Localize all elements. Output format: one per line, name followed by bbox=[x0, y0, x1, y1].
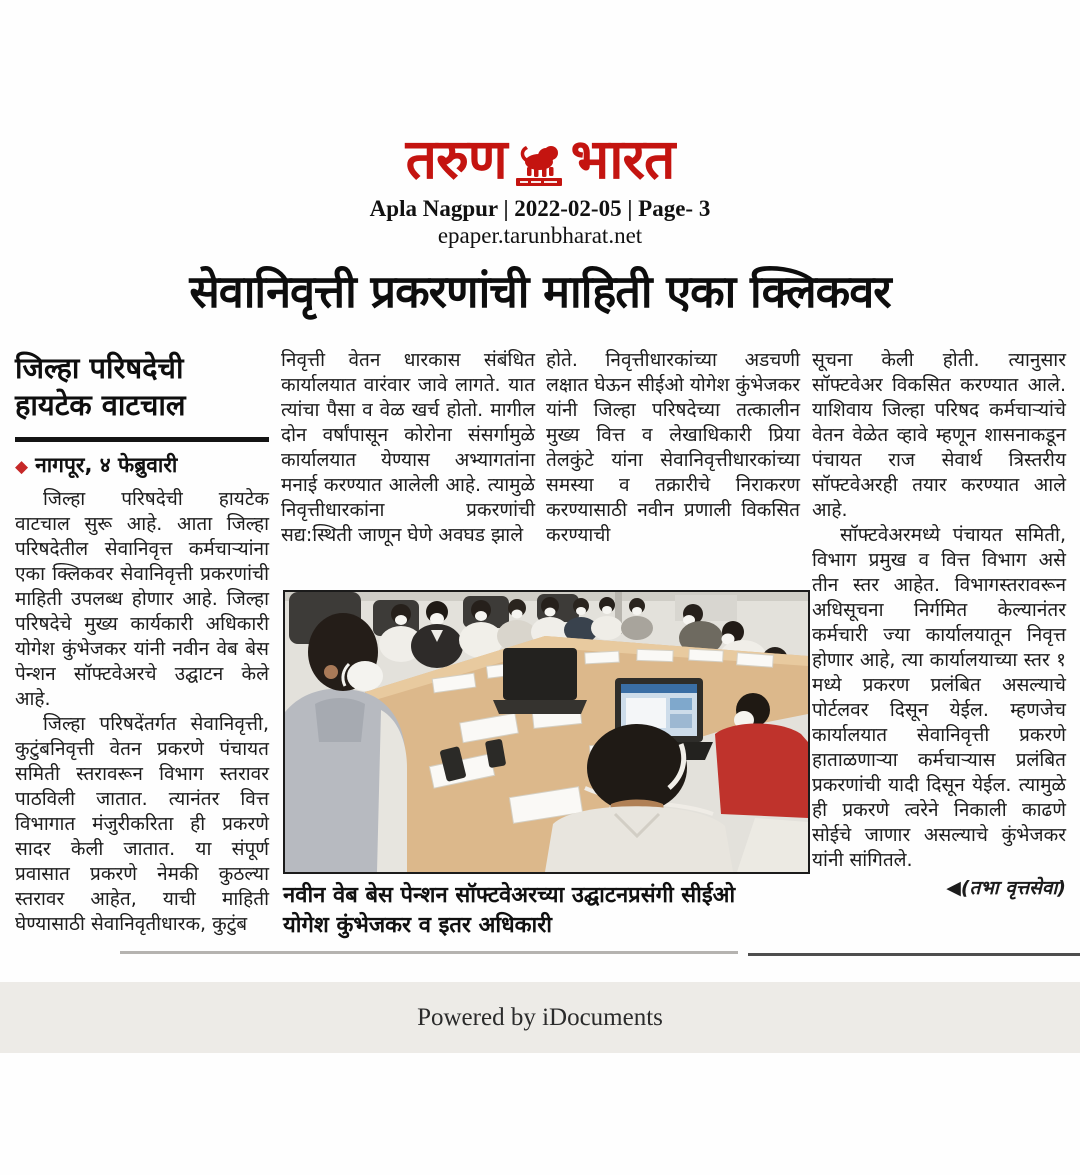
logo-word-left: तरुण bbox=[405, 127, 507, 191]
body-paragraph: जिल्हा परिषदेंतर्गत सेवानिवृत्ती, कुटुंबनिवृत्ती वेतन प्रकरणे पंचायत समिती स्तरावरून विभाग स्तरावर पाठविली जातात. त्यानंतर वित्त विभागात मंजुरीकरिता ही प्रकरणे सादर केली जातात. या संपूर्ण प्रवासात प्रकरणे नेमकी कुठल्या स्तरावर आहेत, याची माहिती घेण्यासाठी सेवानिवृतीधारक, कुटुंब bbox=[15, 713, 269, 935]
article-column-4 bbox=[812, 348, 1066, 901]
edition-info: Apla Nagpur | 2022-02-05 | Page- 3 bbox=[369, 196, 711, 221]
body-paragraph: निवृत्ती वेतन धारकास संबंधित कार्यालयात वारंवार जावे लागते. यात त्यांचा पैसा व वेळ खर्च होतो. मागील दोन वर्षांपासून कोरोना संसर्गामुळे कार्यालयात येण्यास अभ्यागतांना मनाई करण्यात आलेली आहे. त्यामुळे निवृत्तीधारकांना प्रकरणांची सद्य:स्थिती जाणून घेणे अवघड झाले bbox=[281, 349, 535, 546]
body-paragraph: सॉफ्टवेअरमध्ये पंचायत समिती, विभाग प्रमुख व वित्त विभाग असे तीन स्तर आहेत. विभागस्तरावरून अधिसूचना निर्गमित केल्यानंतर कर्मचारी ज्या कार्यालयातून निवृत्त होणार आहे, त्या कार्यालयाच्या स्तर १ मध्ये प्रकरण प्रलंबित असल्याचे पोर्टलवर दिसून येईल. म्हणजेच कार्यालयात सेवानिवृत्ती प्रकरणे हाताळणाऱ्या कर्मचाऱ्यास प्रलंबित प्रकरणांची यादी दिसून येईल. त्यामुळे ही प्रकरणे त्वरेने निकाली काढणे सोईचे जाणार असल्याचे कुंभेजकर यांनी सांगितले. bbox=[812, 524, 1066, 871]
newspaper-logo bbox=[0, 127, 1080, 191]
lion-emblem-icon bbox=[514, 133, 564, 187]
dateline-text: नागपूर, ४ फेब्रुवारी bbox=[35, 453, 178, 477]
article-column-1 bbox=[15, 348, 269, 937]
laptop-dark bbox=[493, 648, 587, 714]
epaper-url: epaper.tarunbharat.net bbox=[437, 223, 643, 248]
article-photo-figure bbox=[283, 590, 810, 941]
article-kicker bbox=[15, 350, 269, 424]
photo-caption: नवीन वेब बेस पेन्शन सॉफ्टवेअरच्या उद्घाटनप्रसंगी सीईओ योगेश कुंभेजकर व इतर अधिकारी bbox=[283, 883, 736, 938]
kicker-rule bbox=[15, 437, 269, 442]
body-paragraph: सूचना केली होती. त्यानुसार सॉफ्टवेअर विकसित करण्यात आले. याशिवाय जिल्हा परिषद कर्मचाऱ्यांचे वेतन वेळेत व्हावे म्हणून शासनाकडून पंचायत राज सेवार्थ त्रिस्तरीय सॉफ्टवेअरही तयार करण्यात आले आहे. bbox=[812, 349, 1066, 521]
news-agency-credit: ◀(तभा वृत्तसेवा) bbox=[946, 877, 1066, 899]
separator-line-light bbox=[120, 951, 738, 954]
article-column-2 bbox=[281, 348, 535, 548]
kicker-line-1: जिल्हा परिषदेची bbox=[15, 351, 184, 385]
diamond-bullet-icon: ◆ bbox=[15, 457, 29, 477]
body-paragraph: जिल्हा परिषदेची हायटेक वाटचाल सुरू आहे. आता जिल्हा परिषदेतील सेवानिवृत्त कर्मचाऱ्यांना एका क्लिकवर सेवानिवृत्ती प्रकरणांची माहिती उपलब्ध होणार आहे. जिल्हा परिषदेचे मुख्य कार्यकारी अधिकारी योगेश कुंभेजकर यांनी नवीन वेब बेस पेन्शन सॉफ्टवेअरचे उद्घाटन केले आहे. bbox=[15, 488, 269, 710]
article-column-3 bbox=[546, 348, 800, 548]
body-paragraph: होते. निवृत्तीधारकांच्या अडचणी लक्षात घेऊन सीईओ योगेश कुंभेजकर यांनी जिल्हा परिषदेच्या तत्कालीन मुख्य वित्त व लेखाधिकारी प्रिया तेलकुंटे यांना सेवानिवृत्तीधारकांच्या समस्या व तक्रारीचे निराकरण करण्यासाठी नवीन प्रणाली विकसित करण्याची bbox=[546, 349, 800, 546]
masthead bbox=[0, 127, 1080, 249]
article-headline: सेवानिवृत्ती प्रकरणांची माहिती एका क्लिकवर bbox=[189, 265, 891, 318]
powered-by-text: Powered by iDocuments bbox=[417, 1003, 663, 1031]
logo-word-right: भारत bbox=[570, 127, 675, 191]
footer-band bbox=[0, 982, 1080, 1053]
kicker-line-2: हायटेक वाटचाल bbox=[15, 388, 186, 422]
separator-line-dark bbox=[748, 953, 1080, 956]
meeting-room-photo bbox=[283, 590, 810, 874]
dateline bbox=[15, 453, 269, 480]
